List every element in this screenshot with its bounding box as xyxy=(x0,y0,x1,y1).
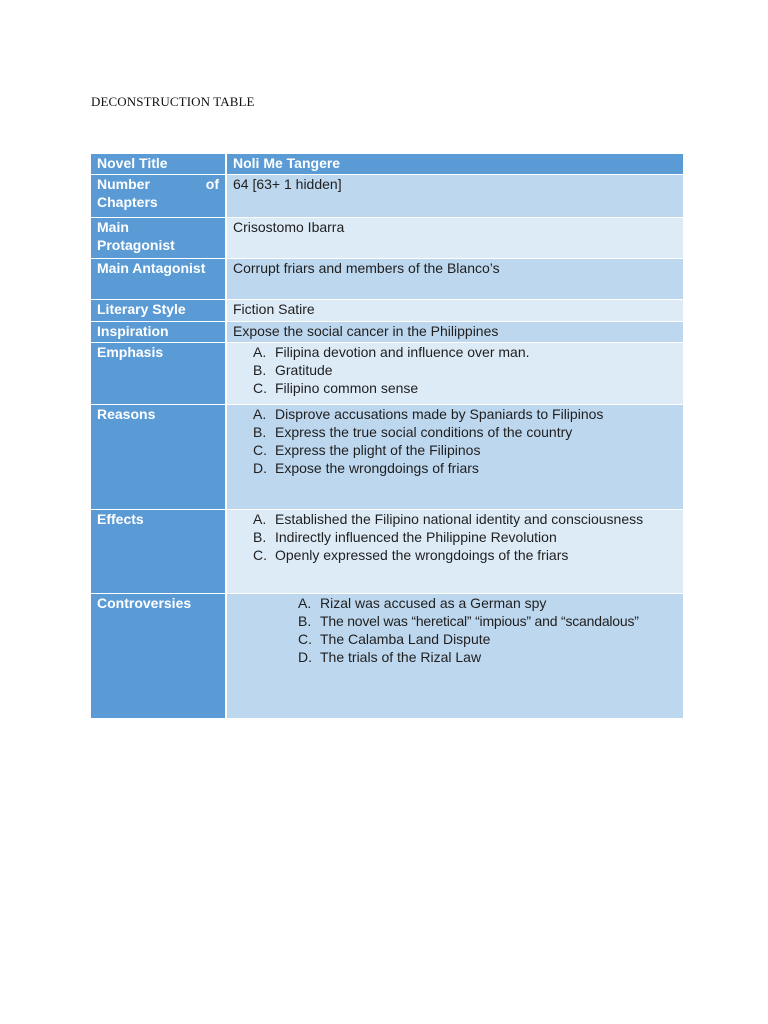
list-item: B. Express the true social conditions of the country xyxy=(253,423,573,440)
label-reasons: Reasons xyxy=(91,404,226,509)
label-emphasis: Emphasis xyxy=(91,342,226,404)
list-item: C. Express the plight of the Filipinos xyxy=(253,441,481,458)
label-inspiration: Inspiration xyxy=(91,321,226,342)
row-protagonist xyxy=(91,217,683,258)
row-novel-title xyxy=(91,154,683,174)
label-antagonist: Main Antagonist xyxy=(91,258,226,299)
label-controversies: Controversies xyxy=(91,593,226,718)
row-antagonist xyxy=(91,258,683,299)
row-inspiration xyxy=(91,321,683,342)
label-chapters-word-1: Number xyxy=(97,175,150,192)
value-inspiration: Expose the social cancer in the Philippines xyxy=(226,321,683,342)
document-heading: DECONSTRUCTION TABLE xyxy=(91,94,255,109)
value-reasons xyxy=(226,404,683,509)
label-chapters-word-3: Chapters xyxy=(97,193,158,210)
list-item: C. Filipino common sense xyxy=(253,379,419,396)
row-emphasis xyxy=(91,342,683,404)
row-controversies xyxy=(91,593,683,718)
label-protagonist-line-2: Protagonist xyxy=(97,236,175,253)
list-item: A. Filipina devotion and influence over man. xyxy=(253,343,530,360)
value-literary-style: Fiction Satire xyxy=(226,299,683,321)
value-novel-title: Noli Me Tangere xyxy=(226,154,683,174)
list-item: B. Gratitude xyxy=(253,361,333,378)
label-novel-title: Novel Title xyxy=(91,154,226,174)
label-protagonist-line-1: Main xyxy=(97,218,129,235)
reasons-list xyxy=(233,405,677,477)
label-effects: Effects xyxy=(91,509,226,593)
row-chapters xyxy=(91,174,683,217)
list-item: D. Expose the wrongdoings of friars xyxy=(253,459,479,476)
list-item: D. The trials of the Rizal Law xyxy=(298,648,482,665)
value-emphasis xyxy=(226,342,683,404)
value-controversies xyxy=(226,593,683,718)
list-item: C. Openly expressed the wrongdoings of the friars xyxy=(253,546,569,563)
list-item: A. Established the Filipino national identity and consciousness xyxy=(253,510,644,527)
value-antagonist: Corrupt friars and members of the Blanco’s xyxy=(226,258,683,299)
effects-list xyxy=(233,510,677,564)
list-item: A. Disprove accusations made by Spaniards to Filipinos xyxy=(253,405,604,422)
value-effects xyxy=(226,509,683,593)
row-effects xyxy=(91,509,683,593)
value-chapters: 64 [63+ 1 hidden] xyxy=(226,174,683,217)
emphasis-list xyxy=(233,343,677,397)
label-chapters xyxy=(91,174,226,217)
controversies-list xyxy=(233,594,679,666)
label-protagonist xyxy=(91,217,226,258)
label-chapters-word-2: of xyxy=(205,175,219,192)
deconstruction-table xyxy=(91,154,683,719)
value-protagonist: Crisostomo Ibarra xyxy=(226,217,683,258)
row-reasons xyxy=(91,404,683,509)
list-item: B. Indirectly influenced the Philippine Revolution xyxy=(253,528,557,545)
list-item: C. The Calamba Land Dispute xyxy=(298,630,491,647)
list-item: A. Rizal was accused as a German spy xyxy=(298,594,547,611)
list-item: B. The novel was “heretical” “impious” and “scandalous” xyxy=(298,612,639,629)
row-literary-style xyxy=(91,299,683,321)
label-literary-style: Literary Style xyxy=(91,299,226,321)
